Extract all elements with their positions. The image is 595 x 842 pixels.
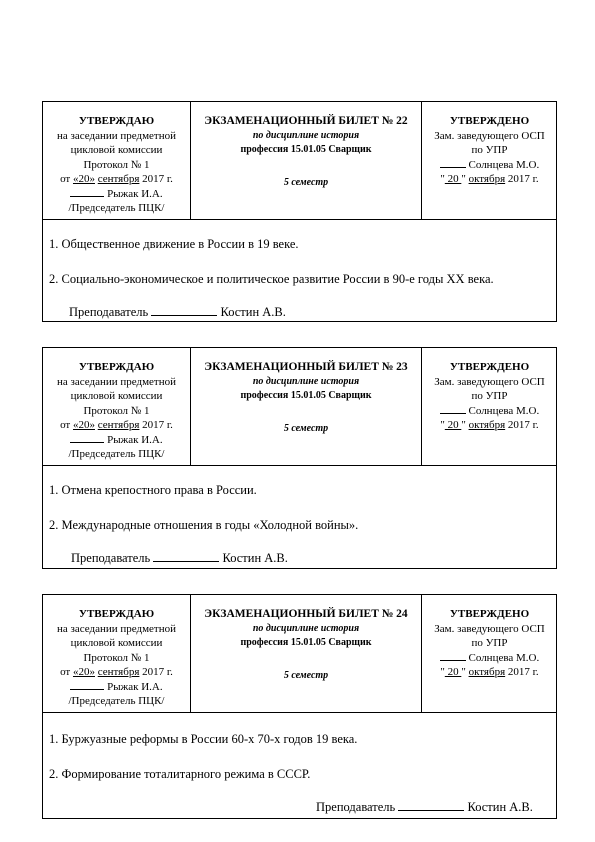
committee-line: на заседании предметной bbox=[56, 129, 177, 142]
ticket-title: ЭКЗАМЕНАЦИОННЫЙ БИЛЕТ № 22 bbox=[204, 115, 408, 127]
approval-right bbox=[422, 114, 557, 187]
ticket-title: ЭКЗАМЕНАЦИОННЫЙ БИЛЕТ № 23 bbox=[204, 361, 408, 373]
approval-date: от «20» сентября 2017 г. bbox=[60, 173, 173, 185]
committee-line: на заседании предметной bbox=[56, 622, 177, 635]
committee-line: цикловой комиссии bbox=[70, 637, 163, 649]
signer-role: /Председатель ПЦК/ bbox=[68, 202, 165, 214]
committee-line: цикловой комиссии bbox=[70, 390, 163, 402]
protocol-number: Протокол № 1 bbox=[83, 651, 150, 664]
semester-line: 5 семестр bbox=[283, 176, 329, 188]
ticket-title: ЭКЗАМЕНАЦИОННЫЙ БИЛЕТ № 24 bbox=[204, 608, 408, 620]
deputy-line: Зам. заведующего ОСП bbox=[434, 375, 545, 388]
ticket-title-block bbox=[191, 360, 421, 436]
semester-line: 5 семестр bbox=[283, 422, 329, 434]
protocol-number: Протокол № 1 bbox=[83, 158, 150, 171]
profession-line: профессия 15.01.05 Сварщик bbox=[240, 390, 372, 401]
teacher-signature: Преподаватель Костин А.В. bbox=[71, 551, 288, 565]
teacher-signature: Преподаватель Костин А.В. bbox=[69, 305, 286, 319]
exam-ticket-24 bbox=[42, 594, 557, 819]
signature-line: Рыжак И.А. bbox=[43, 187, 190, 202]
subject-line: по дисциплине история bbox=[252, 622, 360, 634]
deputy-line: Зам. заведующего ОСП bbox=[434, 129, 545, 142]
question-2: 2. Международные отношения в годы «Холодной войны». bbox=[49, 518, 359, 532]
approved-title: УТВЕРЖДЕНО bbox=[449, 115, 530, 127]
approval-right bbox=[422, 360, 557, 433]
committee-line: цикловой комиссии bbox=[70, 144, 163, 156]
protocol-number: Протокол № 1 bbox=[83, 404, 150, 417]
ticket-header bbox=[43, 102, 556, 220]
approve-title: УТВЕРЖДАЮ bbox=[78, 115, 155, 127]
signer-role: /Председатель ПЦК/ bbox=[68, 695, 165, 707]
approval-date: " 20 " октября 2017 г. bbox=[440, 173, 539, 185]
ticket-header bbox=[43, 595, 556, 713]
deputy-line: по УПР bbox=[471, 390, 508, 402]
question-1: 1. Общественное движение в России в 19 веке. bbox=[49, 237, 299, 251]
approval-date: " 20 " октября 2017 г. bbox=[440, 419, 539, 431]
question-1: 1. Отмена крепостного права в России. bbox=[49, 483, 257, 497]
signature-line: Рыжак И.А. bbox=[43, 680, 190, 695]
approved-title: УТВЕРЖДЕНО bbox=[449, 361, 530, 373]
exam-ticket-22 bbox=[42, 101, 557, 322]
question-2: 2. Социально-экономическое и политическое развитие России в 90-е годы ХХ века. bbox=[49, 272, 494, 286]
deputy-line: Зам. заведующего ОСП bbox=[434, 622, 545, 635]
subject-line: по дисциплине история bbox=[252, 129, 360, 141]
profession-line: профессия 15.01.05 Сварщик bbox=[240, 637, 372, 648]
approval-right bbox=[422, 607, 557, 680]
semester-line: 5 семестр bbox=[283, 669, 329, 681]
ticket-header bbox=[43, 348, 556, 466]
approved-title: УТВЕРЖДЕНО bbox=[449, 608, 530, 620]
deputy-line: по УПР bbox=[471, 144, 508, 156]
approve-title: УТВЕРЖДАЮ bbox=[78, 361, 155, 373]
signature-line: Солнцева М.О. bbox=[422, 404, 557, 419]
ticket-title-block bbox=[191, 114, 421, 190]
approval-left bbox=[43, 607, 190, 709]
signature-line: Солнцева М.О. bbox=[422, 651, 557, 666]
subject-line: по дисциплине история bbox=[252, 375, 360, 387]
approve-title: УТВЕРЖДАЮ bbox=[78, 608, 155, 620]
approval-date: от «20» сентября 2017 г. bbox=[60, 666, 173, 678]
committee-line: на заседании предметной bbox=[56, 375, 177, 388]
teacher-signature: Преподаватель Костин А.В. bbox=[316, 800, 533, 814]
signature-line: Солнцева М.О. bbox=[422, 158, 557, 173]
question-2: 2. Формирование тоталитарного режима в СССР. bbox=[49, 767, 311, 781]
ticket-title-block bbox=[191, 607, 421, 683]
profession-line: профессия 15.01.05 Сварщик bbox=[240, 144, 372, 155]
signer-role: /Председатель ПЦК/ bbox=[68, 448, 165, 460]
question-1: 1. Буржуазные реформы в России 60-х 70-х годов 19 века. bbox=[49, 732, 358, 746]
signature-line: Рыжак И.А. bbox=[43, 433, 190, 448]
approval-date: " 20 " октября 2017 г. bbox=[440, 666, 539, 678]
deputy-line: по УПР bbox=[471, 637, 508, 649]
approval-left bbox=[43, 360, 190, 462]
exam-ticket-23 bbox=[42, 347, 557, 569]
approval-date: от «20» сентября 2017 г. bbox=[60, 419, 173, 431]
approval-left bbox=[43, 114, 190, 216]
